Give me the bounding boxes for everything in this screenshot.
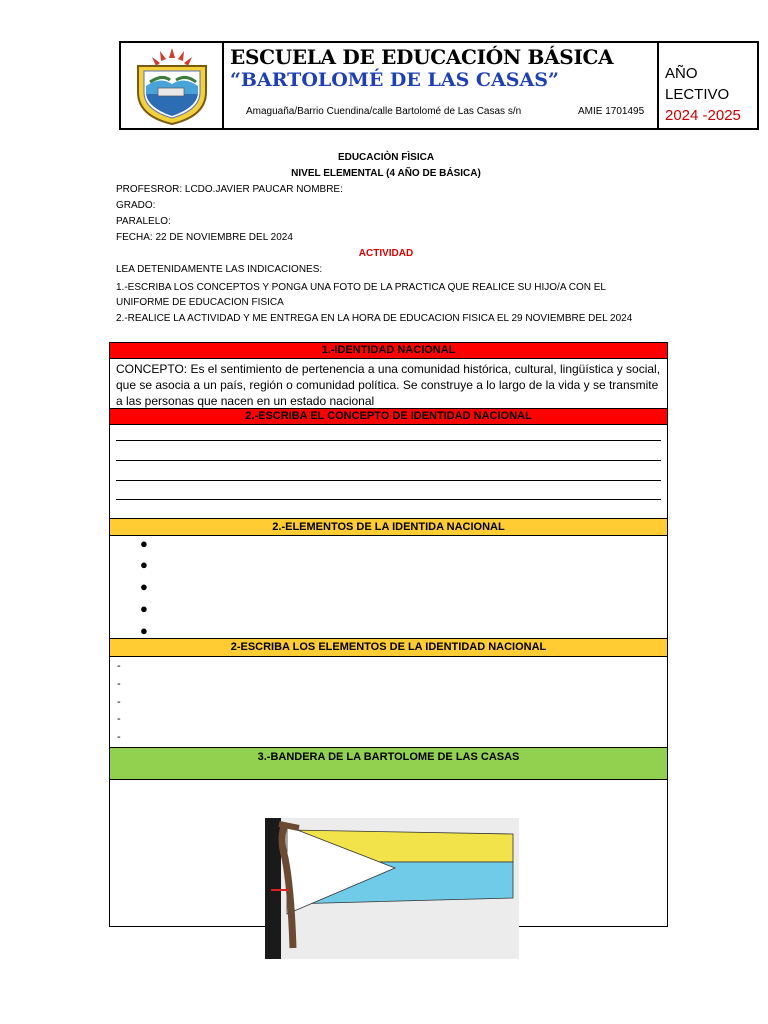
writing-line — [116, 499, 661, 500]
instruction-1: 1.-ESCRIBA LOS CONCEPTOS Y PONGA UNA FOTO DE LA PRACTICA QUE REALICE SU HIJO/A CON EL UNIFORME DE EDUCACION FISICA — [116, 282, 606, 308]
instructions-title: LEA DETENIDAMENTE LAS INDICACIONES: — [116, 264, 323, 275]
activity-title: ACTIVIDAD — [358, 248, 414, 259]
dash-item: - — [117, 696, 121, 708]
section-1-header: 1.-IDENTIDAD NACIONAL — [110, 343, 667, 359]
school-subtitle: “BARTOLOMÉ DE LAS CASAS” — [230, 69, 559, 91]
section-3-header: 2.-ELEMENTOS DE LA IDENTIDA NACIONAL — [110, 518, 667, 536]
level-title: NIVEL ELEMENTAL (4 AÑO DE BÁSICA) — [291, 168, 481, 179]
school-year-cell — [659, 43, 757, 128]
school-logo-icon — [130, 46, 214, 126]
parallel-line: PARALELO: — [116, 216, 171, 227]
dash-item: - — [117, 731, 121, 743]
section-4-header: 2-ESCRIBA LOS ELEMENTOS DE LA IDENTIDAD NACIONAL — [110, 639, 667, 657]
year-label-1: AÑO — [665, 65, 698, 82]
worksheet-intro — [116, 150, 656, 326]
school-header — [119, 41, 759, 130]
section-2-header: 2.-ESCRIBA EL CONCEPTO DE IDENTIDAD NACIONAL — [110, 409, 667, 425]
bullet-icon: ● — [140, 579, 148, 594]
section-1-concept: CONCEPTO: Es el sentimiento de pertenencia a una comunidad histórica, cultural, lingüística y social, que se asocia a un país, región o comunidad política. Se construye a lo largo de la vida y se transmite a las personas que nacen en un estado nacional — [110, 359, 667, 409]
bullet-icon: ● — [140, 601, 148, 616]
concept-writing-area[interactable] — [110, 425, 667, 518]
elements-bullet-list[interactable] — [110, 536, 667, 639]
elements-dash-list[interactable] — [110, 657, 667, 747]
year-label-2: LECTIVO — [665, 86, 730, 103]
bullet-icon: ● — [140, 623, 148, 638]
amie-code: AMIE 1701495 — [578, 106, 645, 117]
date-line: FECHA: 22 DE NOVIEMBRE DEL 2024 — [116, 232, 293, 243]
school-flag-image — [265, 818, 519, 959]
teacher-line: PROFESROR: LCDO.JAVIER PAUCAR NOMBRE: — [116, 184, 343, 195]
dash-item: - — [117, 660, 121, 672]
bullet-icon: ● — [140, 536, 148, 551]
flag-photo-area — [110, 780, 667, 926]
school-name: ESCUELA DE EDUCACIÓN BÁSICA — [230, 45, 614, 69]
writing-line — [116, 460, 661, 461]
logo-cell — [121, 43, 224, 128]
dash-item: - — [117, 678, 121, 690]
title-cell — [224, 43, 659, 128]
school-address: Amaguaña/Barrio Cuendina/calle Bartolomé de Las Casas s/n — [246, 106, 522, 117]
bullet-icon: ● — [140, 557, 148, 572]
section-5-header: 3.-BANDERA DE LA BARTOLOME DE LAS CASAS — [110, 747, 667, 780]
instruction-2: 2.-REALICE LA ACTIVIDAD Y ME ENTREGA EN LA HORA DE EDUCACION FISICA EL 29 NOVIEMBRE DEL 2024 — [116, 313, 633, 324]
grade-line: GRADO: — [116, 200, 156, 211]
dash-item: - — [117, 713, 121, 725]
writing-line — [116, 440, 661, 441]
flag-photo — [265, 818, 519, 959]
activity-table — [109, 342, 668, 927]
subject-title: EDUCACIÒN FÌSICA — [337, 152, 435, 163]
writing-line — [116, 480, 661, 481]
year-value: 2024 -2025 — [665, 107, 741, 124]
